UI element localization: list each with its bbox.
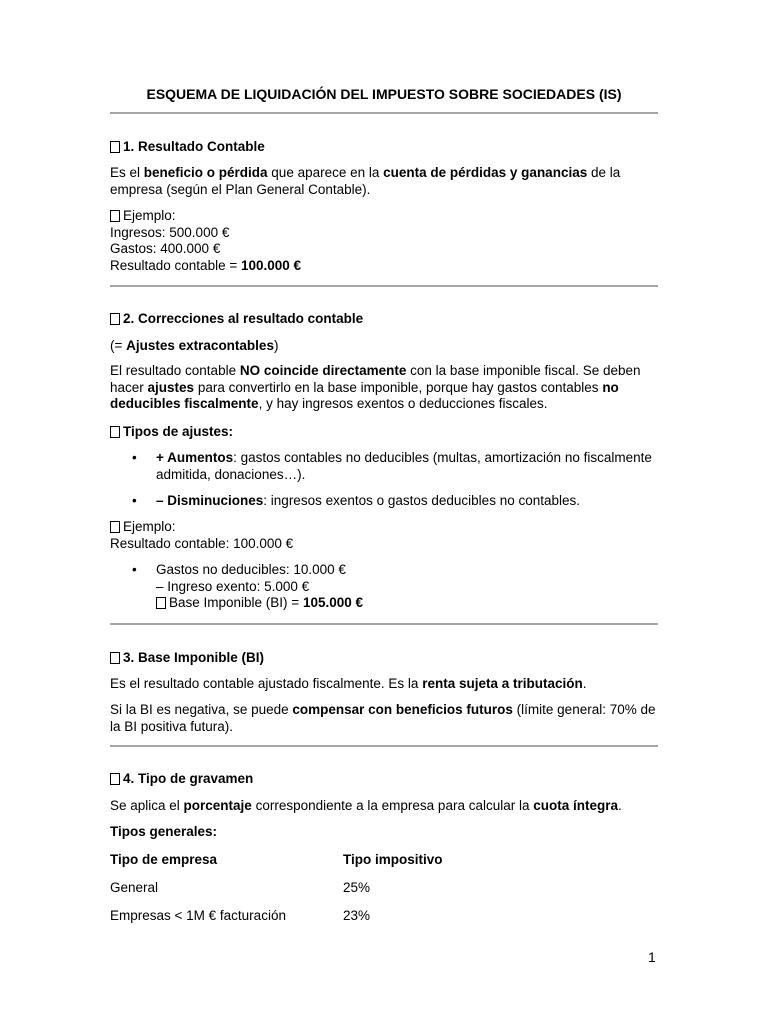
table-cell: Empresas < 1M € facturación — [110, 908, 286, 923]
table-cell: 23% — [343, 908, 371, 923]
list-item: • Gastos no deducibles: 10.000 € – Ingreso exento: 5.000 € Base Imponible (BI) = 105.000 € — [132, 562, 364, 610]
section-3-paragraph-1: Es el resultado contable ajustado fiscalmente. Es la renta sujeta a tributación. — [110, 676, 587, 691]
table-cell: 25% — [343, 880, 371, 895]
section-2-example: Ejemplo: Resultado contable: 100.000 € — [110, 519, 294, 551]
general-rates-heading: Tipos generales: — [110, 824, 218, 839]
missing-glyph-icon — [110, 773, 120, 785]
table-header-cell: Tipo impositivo — [343, 852, 443, 867]
missing-glyph-icon — [110, 521, 120, 533]
page-number: 1 — [648, 949, 656, 965]
document-title: ESQUEMA DE LIQUIDACIÓN DEL IMPUESTO SOBRE SOCIEDADES (IS) — [146, 86, 622, 102]
section-3-heading: 3. Base Imponible (BI) — [110, 650, 658, 667]
section-4-heading: 4. Tipo de gravamen — [110, 771, 658, 788]
adjustment-types-heading: Tipos de ajustes: — [110, 424, 658, 441]
section-2-heading: 2. Correcciones al resultado contable — [110, 311, 658, 328]
missing-glyph-icon — [110, 652, 120, 664]
table-header-cell: Tipo de empresa — [110, 852, 218, 867]
table-cell: General — [110, 880, 159, 895]
divider — [110, 285, 658, 287]
table-row — [110, 908, 443, 936]
divider — [110, 112, 658, 114]
section-2-paragraph: El resultado contable NO coincide directamente con la base imponible fiscal. Se deben hacer ajustes para convertirlo en la base imponible, porque hay gastos contables no deducibles fiscalmente, y hay ingresos exentos o deducciones fiscales. — [110, 363, 641, 411]
list-item: • + Aumentos: gastos contables no deducibles (multas, amortización no fiscalmente admitida, donaciones…). — [132, 450, 652, 482]
missing-glyph-icon — [110, 210, 120, 222]
section-1-heading: 1. Resultado Contable — [110, 139, 658, 156]
list-item: • – Disminuciones: ingresos exentos o gastos deducibles no contables. — [132, 493, 580, 508]
table-header-row — [110, 852, 443, 880]
missing-glyph-icon — [110, 426, 120, 438]
divider — [110, 623, 658, 625]
section-3-paragraph-2: Si la BI es negativa, se puede compensar con beneficios futuros (límite general: 70% de la BI positiva futura). — [110, 702, 656, 734]
section-2-subtitle: (= Ajustes extracontables) — [110, 338, 279, 353]
missing-glyph-icon — [156, 597, 166, 609]
section-1-example: Ejemplo: Ingresos: 500.000 € Gastos: 400.000 € Resultado contable = 100.000 € — [110, 208, 302, 273]
tax-rate-table — [110, 852, 658, 936]
missing-glyph-icon — [110, 141, 120, 153]
table-row — [110, 880, 443, 908]
missing-glyph-icon — [110, 313, 120, 325]
divider — [110, 745, 658, 747]
section-1-paragraph: Es el beneficio o pérdida que aparece en la cuenta de pérdidas y ganancias de la empresa (según el Plan General Contable). — [110, 165, 621, 197]
section-4-paragraph: Se aplica el porcentaje correspondiente a la empresa para calcular la cuota íntegra. — [110, 798, 622, 813]
